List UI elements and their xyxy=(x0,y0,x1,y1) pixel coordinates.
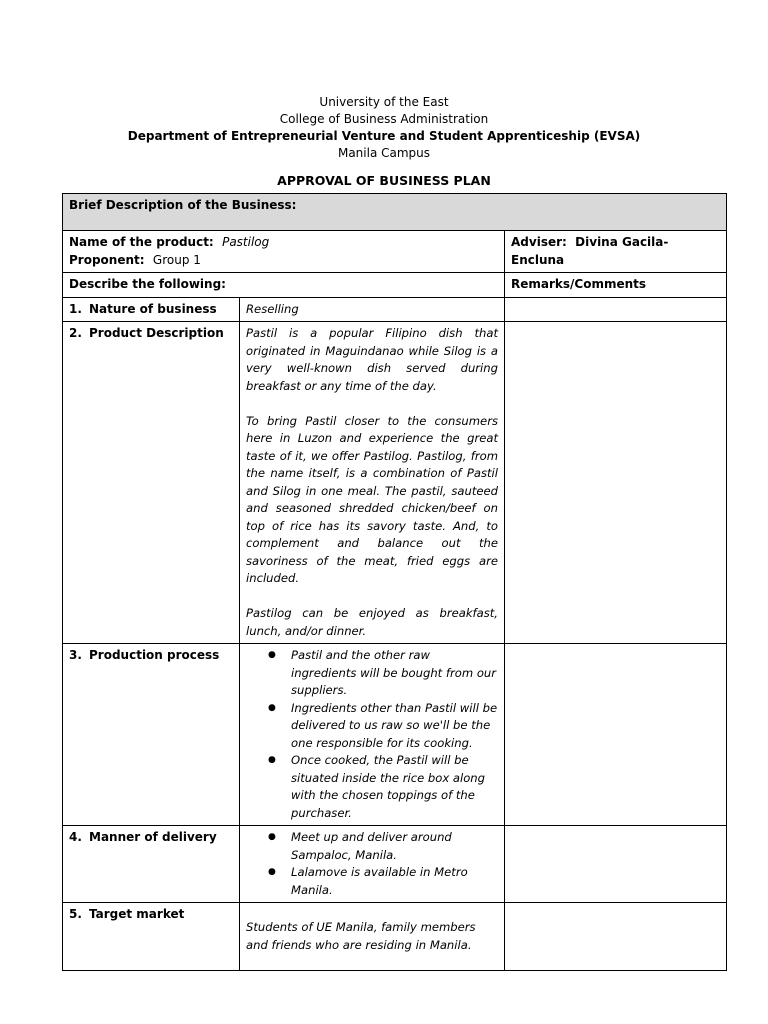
adviser-cell xyxy=(505,231,727,273)
remarks-cell xyxy=(505,644,727,826)
describe-cell xyxy=(63,273,505,298)
remarks-cell xyxy=(505,322,727,644)
row-label-cell xyxy=(63,297,240,322)
row-content-cell xyxy=(240,322,505,644)
row-number: 3. xyxy=(69,648,82,662)
product-label: Name of the product: xyxy=(69,235,214,249)
product-value: Pastilog xyxy=(222,235,270,249)
university-name: University of the East xyxy=(319,95,449,109)
row-label: Target market xyxy=(89,907,185,921)
table-row xyxy=(63,644,727,826)
list-item: ● Pastil and the other raw ingredients will be bought from our suppliers. xyxy=(291,647,498,700)
row-content-cell xyxy=(240,297,505,322)
row-number: 5. xyxy=(69,907,82,921)
target-market-text: Students of UE Manila, family members and friends who are residing in Manila. xyxy=(246,920,476,952)
document-title: APPROVAL OF BUSINESS PLAN xyxy=(277,173,491,188)
row-label: Manner of delivery xyxy=(89,830,217,844)
list-item: ● Lalamove is available in Metro Manila. xyxy=(291,864,498,899)
remarks-header-cell xyxy=(505,273,727,298)
description-paragraph: To bring Pastil closer to the consumers here in Luzon and experience the great taste of it, we offer Pastilog. Pastilog, from the name itself, is a combination of Pastil and Silog in one meal. The pastil, sauteed and seasoned shredded chicken/beef on top of rice has its savory taste. And, to complement and balance out the savoriness of the meat, fried eggs are included. xyxy=(246,413,498,585)
row-label-cell xyxy=(63,644,240,826)
table-row xyxy=(63,297,727,322)
remarks-label: Remarks/Comments xyxy=(511,277,647,291)
row-content-cell xyxy=(240,644,505,826)
college-name: College of Business Administration xyxy=(279,112,489,126)
row-label-cell xyxy=(63,903,240,971)
row-number: 2. xyxy=(69,326,82,340)
proponent-label: Proponent: xyxy=(69,252,145,267)
nature-text: Reselling xyxy=(246,301,299,316)
product-cell xyxy=(63,231,505,273)
document-header xyxy=(0,94,768,162)
row-label: Product Description xyxy=(89,326,224,340)
row-label: Nature of business xyxy=(89,301,217,316)
adviser-label: Adviser: xyxy=(511,235,567,249)
row-label-cell xyxy=(63,826,240,903)
table-row xyxy=(63,826,727,903)
row-label-cell xyxy=(63,322,240,644)
bullet-list xyxy=(246,829,498,899)
remarks-cell xyxy=(505,297,727,322)
table-row xyxy=(63,903,727,971)
row-content-cell xyxy=(240,903,505,971)
list-item: ● Meet up and deliver around Sampaloc, Manila. xyxy=(291,829,498,864)
description-paragraph: Pastil is a popular Filipino dish that originated in Maguindanao while Silog is a very well-known dish served during breakfast or any time of the day. xyxy=(246,326,498,393)
remarks-cell xyxy=(505,903,727,971)
bullet-list xyxy=(246,647,498,822)
row-label: Production process xyxy=(89,648,220,662)
row-number: 4. xyxy=(69,830,82,844)
row-number: 1. xyxy=(69,301,82,316)
department-name: Department of Entrepreneurial Venture and Student Apprenticeship (EVSA) xyxy=(127,129,641,143)
describe-label: Describe the following: xyxy=(69,277,226,291)
product-row xyxy=(63,231,727,273)
brief-description-cell xyxy=(63,194,727,231)
table-row xyxy=(63,322,727,644)
brief-description-row xyxy=(63,194,727,231)
row-content-cell xyxy=(240,826,505,903)
describe-row xyxy=(63,273,727,298)
description-paragraph: Pastilog can be enjoyed as breakfast, lunch, and/or dinner. xyxy=(246,606,498,638)
list-item: ● Ingredients other than Pastil will be delivered to us raw so we'll be the one responsible for its cooking. xyxy=(291,700,498,753)
business-plan-table xyxy=(62,193,727,971)
list-item: ● Once cooked, the Pastil will be situated inside the rice box along with the chosen toppings of the purchaser. xyxy=(291,752,498,822)
proponent-value: Group 1 xyxy=(152,252,201,267)
campus-name: Manila Campus xyxy=(337,146,431,160)
brief-description-label: Brief Description of the Business: xyxy=(69,198,297,212)
adviser-value: Divina Gacila-Encluna xyxy=(511,235,669,267)
remarks-cell xyxy=(505,826,727,903)
